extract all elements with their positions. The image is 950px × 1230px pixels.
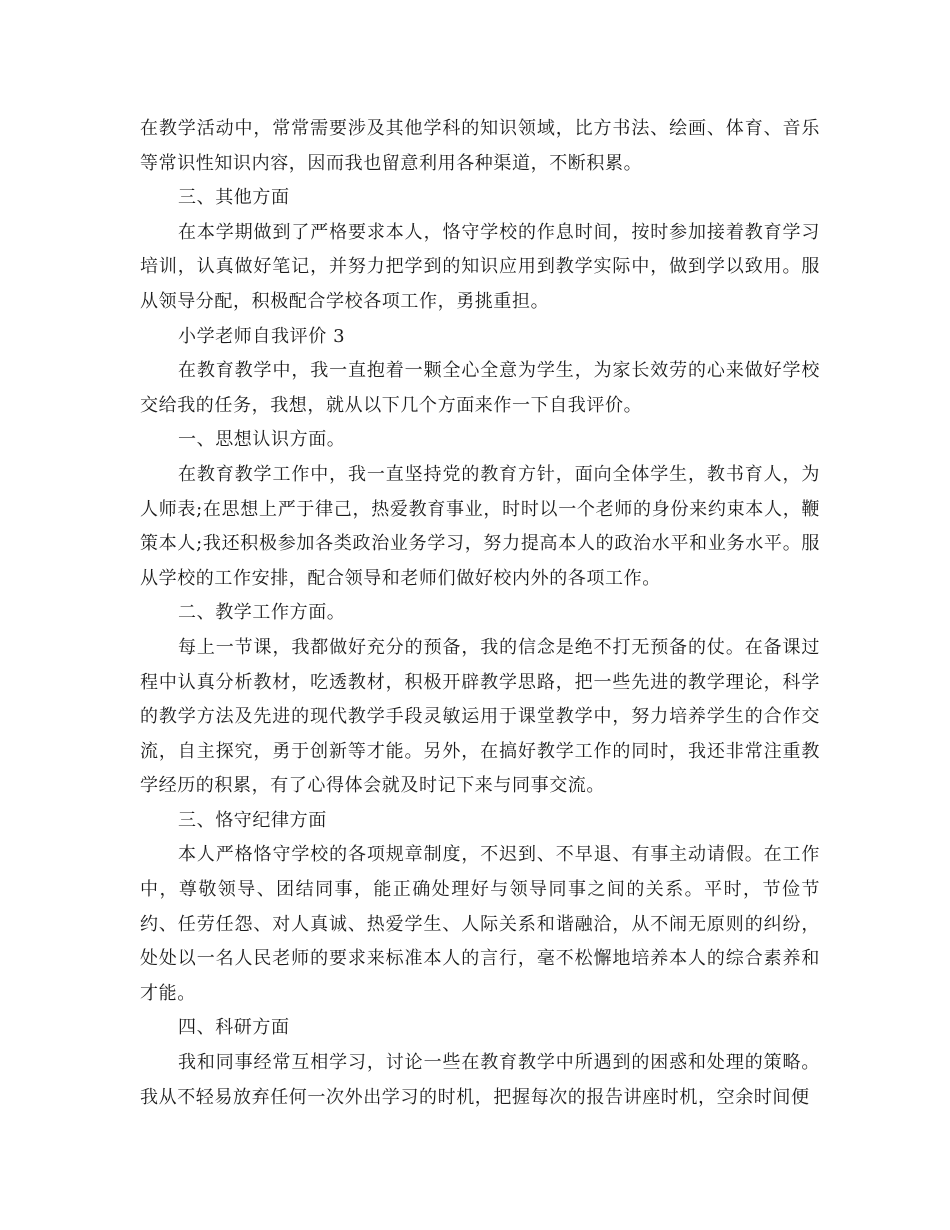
section-heading-discipline: 三、恪守纪律方面	[178, 809, 327, 831]
section-heading-thought: 一、思想认识方面。	[178, 429, 346, 451]
body-paragraph: 本人严格恪守学校的各项规章制度，不迟到、不早退、有事主动请假。在工作中，尊敬领导、团结同事，能正确处理好与领导同事之间的关系。平时，节俭节约、任劳任怨、对人真诚、热爱学生、人际关系和谐融洽，从不闹无原则的纠纷，处处以一名人民老师的要求来标准本人的言行，毫不松懈地培养本人的综合素养和才能。	[140, 844, 820, 1004]
section-heading-teaching: 二、教学工作方面。	[178, 602, 346, 624]
document-body	[140, 112, 820, 1115]
article-title: 小学老师自我评价 3	[178, 325, 346, 347]
body-paragraph: 在教学活动中，常常需要涉及其他学科的知识领域，比方书法、绘画、体育、音乐等常识性知识内容，因而我也留意利用各种渠道，不断积累。	[140, 118, 820, 174]
section-heading-other: 三、其他方面	[178, 187, 290, 209]
body-paragraph: 在教育教学中，我一直抱着一颗全心全意为学生，为家长效劳的心来做好学校交给我的任务，我想，就从以下几个方面来作一下自我评价。	[140, 360, 820, 416]
body-paragraph: 在教育教学工作中，我一直坚持党的教育方针，面向全体学生，教书育人，为人师表;在思想上严于律己，热爱教育事业，时时以一个老师的身份来约束本人，鞭策本人;我还积极参加各类政治业务学习，努力提高本人的政治水平和业务水平。服从学校的工作安排，配合领导和老师们做好校内外的各项工作。	[140, 463, 820, 589]
body-paragraph: 在本学期做到了严格要求本人，恪守学校的作息时间，按时参加接着教育学习培训，认真做好笔记，并努力把学到的知识应用到教学实际中，做到学以致用。服从领导分配，积极配合学校各项工作，勇挑重担。	[140, 221, 820, 312]
section-heading-research: 四、科研方面	[178, 1017, 290, 1039]
body-paragraph: 每上一节课，我都做好充分的预备，我的信念是绝不打无预备的仗。在备课过程中认真分析教材，吃透教材，积极开辟教学思路，把一些先进的教学理论，科学的教学方法及先进的现代教学手段灵敏运用于课堂教学中，努力培养学生的合作交流，自主探究，勇于创新等才能。另外，在搞好教学工作的同时，我还非常注重教学经历的积累，有了心得体会就及时记下来与同事交流。	[140, 636, 820, 797]
body-paragraph: 我和同事经常互相学习，讨论一些在教育教学中所遇到的困惑和处理的策略。我从不轻易放弃任何一次外出学习的时机，把握每次的报告讲座时机，空余时间便	[140, 1052, 820, 1108]
